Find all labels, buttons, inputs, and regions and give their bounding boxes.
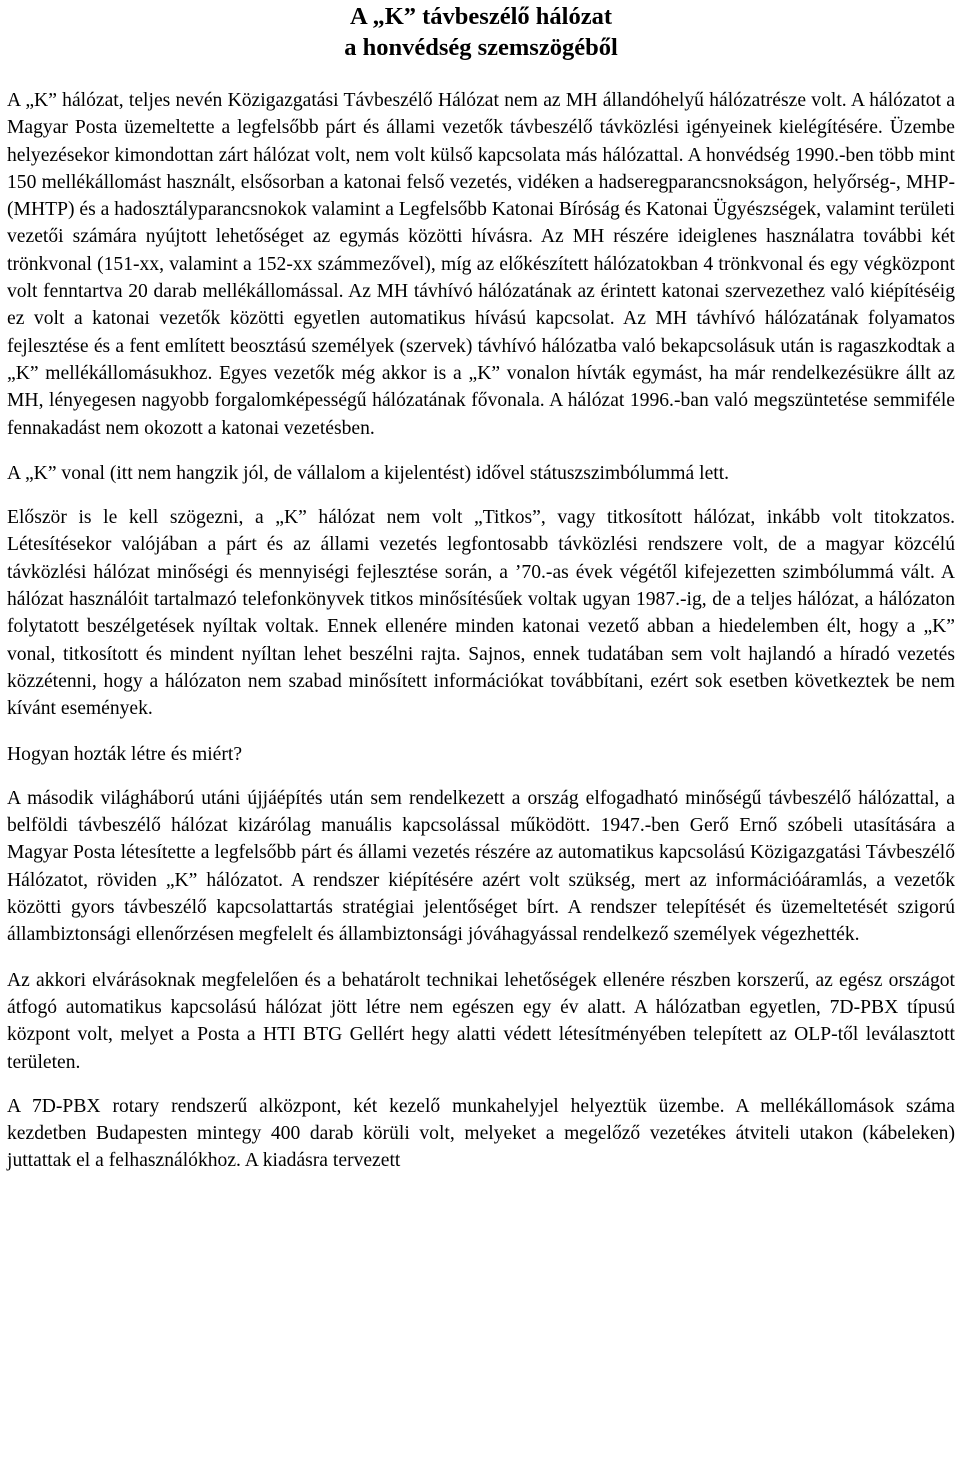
paragraph-7d-pbx: A 7D-PBX rotary rendszerű alközpont, két kezelő munkahelyjel helyeztük üzembe. A mellékállomások száma kezdetben Budapesten mintegy 400 darab körüli volt, melyeket a megelőző vezetékes átviteli utakon (kábeleken) juttattak el a felhasználókhoz. A kiadásra tervezett	[7, 1095, 955, 1172]
paragraph-question-heading: Hogyan hozták létre és miért?	[7, 743, 243, 765]
document-title	[7, 0, 955, 63]
paragraph-creation-history: A második világháború utáni újjáépítés után sem rendelkezett a ország elfogadható minőségű távbeszélő hálózattal, a belföldi távbeszélő hálózat kizárólag manuális kapcsolással működött. 1947.-ben Gerő Ernő szóbeli utasítására a Magyar Posta létesítette a legfelsőbb párt és állami vezetés részére az automatikus kapcsolású Közigazgatási Távbeszélő Hálózatot, röviden „K” hálózatot. A rendszer kiépítésére azért volt szükség, mert az információáramlás, a vezetők közötti gyors távbeszélő kapcsolattartás stratégiai jelentőséget bírt. A rendszer telepítését és üzemeltetését szigorú állambiztonsági ellenőrzésen megfelelt és állambiztonsági jóváhagyással rendelkező személyek végezhették.	[7, 787, 955, 946]
document-page	[7, 0, 955, 1175]
paragraph-network-overview: A „K” hálózat, teljes nevén Közigazgatási Távbeszélő Hálózat nem az MH állandóhelyű hálózatrésze volt. A hálózatot a Magyar Posta üzemeltette a legfelsőbb párt és állami vezetők távbeszélő távközlési igényeinek kielégítésére. Üzembe helyezésekor kimondottan zárt hálózat volt, nem volt külső kapcsolata más hálózattal. A honvédség 1990.-ben több mint 150 mellékállomást használt, elsősorban a katonai felső vezetés, vidéken a hadseregparancsnokságon, helyőrség-, MHP- (MHTP) és a hadosztályparancsnokok valamint a Legfelsőbb Katonai Bíróság és Katonai Ügyészségek, valamint területi vezetői számára nyújtott lehetőséget az egymás közötti hívásra. Az MH részére ideiglenes használatra további két trönkvonal (151-xx, valamint a 152-xx számmezővel), míg az előkészített hálózatokban 4 trönkvonal és egy végközpont volt fenntartva 20 darab mellékállomással. Az MH távhívó hálózatának az érintett katonai szervezethez való kiépítéséig ez volt a katonai vezetők közötti egyetlen automatikus hívású kapcsolat. Az MH távhívó hálózatának folyamatos fejlesztése és a fent említett beosztású személyek (szervek) távhívó hálózatba való bekapcsolásuk után is ragaszkodtak a „K” mellékállomásukhoz. Egyes vezetők még akkor is a „K” vonalon hívták egymást, ha már rendelkezésükre állt az MH, lényegesen nagyobb forgalomképességű hálózatának fővonala. A hálózat 1996.-ban való megszüntetése semmiféle fennakadást nem okozott a katonai vezetésben.	[7, 90, 955, 439]
paragraph-status-symbol: A „K” vonal (itt nem hangzik jól, de vállalom a kijelentést) idővel státuszszimbólummá lett.	[7, 462, 730, 484]
title-line-2: a honvédség szemszögéből	[344, 34, 618, 61]
paragraph-secrecy: Először is le kell szögezni, a „K” hálózat nem volt „Titkos”, vagy titkosított hálózat, inkább volt titokzatos. Létesítésekor valójában a párt és az állami vezetés legfontosabb távközlési rendszere volt, de a magyar közcélú távközlési hálózat minőségi és mennyiségi fejlesztése során, a ’70.-as évek végétől kifejezetten szimbólummá vált. A hálózat használóit tartalmazó telefonkönyvek titkos minősítésűek voltak ugyan 1987.-ig, de a teljes hálózat, a hálózaton folytatott beszélgetések nyíltak voltak. Ennek ellenére minden katonai vezető abban a hiedelemben élt, hogy a „K” vonal, titkosított és mindent nyíltan lehet beszélni rajta. Sajnos, ennek tudatában sem volt hajlandó a híradó vezetés közzétenni, hogy a hálózaton nem szabad minősített információkat továbbítani, ezért sok esetben következtek be nem kívánt események.	[7, 507, 955, 720]
paragraph-technical-setup: Az akkori elvárásoknak megfelelően és a behatárolt technikai lehetőségek ellenére részben korszerű, az egész országot átfogó automatikus kapcsolású hálózat jött létre nem egészen egy év alatt. A hálózatban egyetlen, 7D-PBX típusú központ volt, melyet a Posta a HTI BTG Gellért hegy alatti védett létesítményében telepített az OLP-től leválasztott területen.	[7, 969, 955, 1073]
title-line-1: A „K” távbeszélő hálózat	[350, 3, 612, 30]
